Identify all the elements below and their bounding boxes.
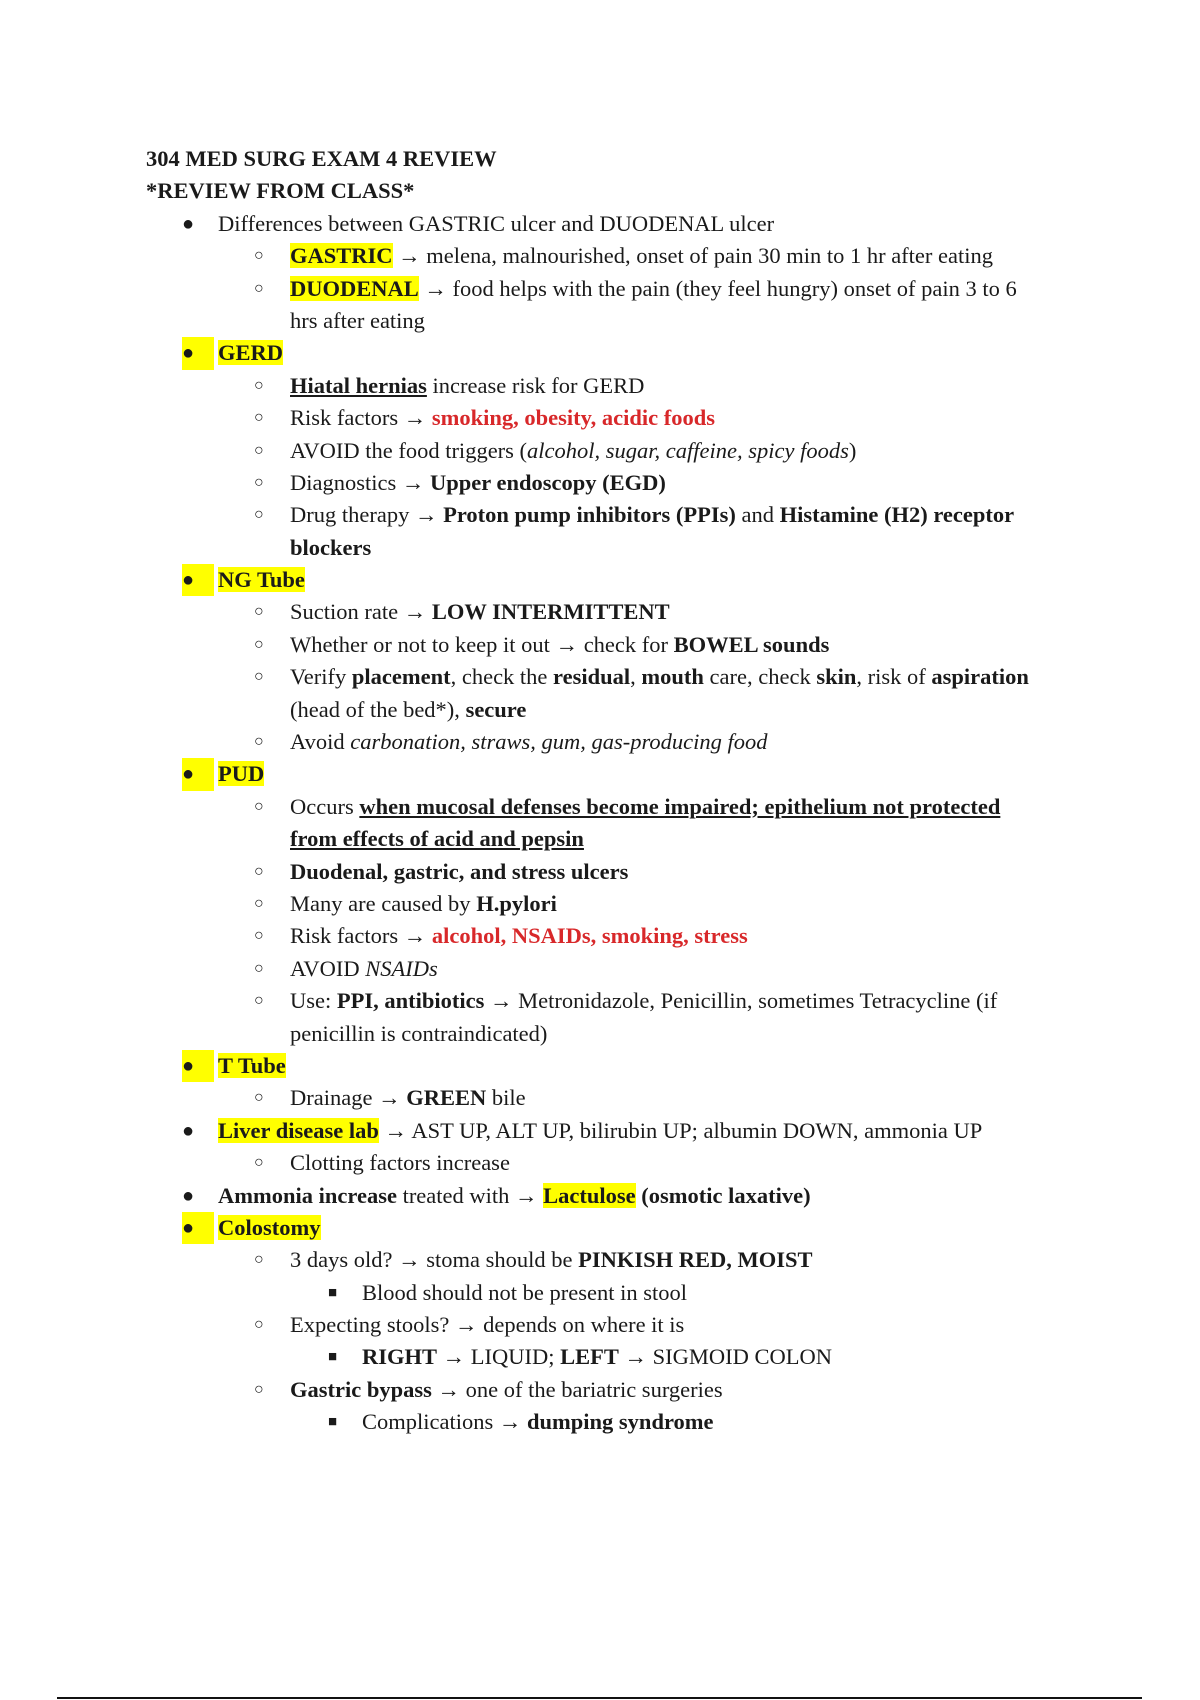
bullet-circle-icon: ○	[254, 862, 264, 880]
list-item: ● Colostomy	[146, 1212, 1106, 1244]
bullet-circle-icon: ○	[254, 1154, 264, 1172]
page-bottom-divider	[57, 1697, 1142, 1699]
list-item: ○ Clotting factors increase	[146, 1147, 1106, 1179]
bullet-circle-icon: ○	[254, 279, 264, 297]
bullet-circle-icon: ○	[254, 1251, 264, 1269]
bullet-disc-icon: ●	[182, 564, 214, 596]
bullet-circle-icon: ○	[254, 797, 264, 815]
list-item: ○ 3 days old? → stoma should be PINKISH RED, MOIST	[146, 1244, 1106, 1276]
list-item: ■ Blood should not be present in stool	[146, 1277, 1106, 1309]
list-item: ○ Duodenal, gastric, and stress ulcers	[146, 856, 1106, 888]
bullet-disc-icon: ●	[182, 1212, 214, 1244]
bullet-disc-icon: ●	[182, 1184, 195, 1207]
list-item-continuation: hrs after eating	[290, 307, 425, 333]
list-item: ○ Gastric bypass → one of the bariatric surgeries	[146, 1374, 1106, 1406]
list-item: ○ Risk factors → smoking, obesity, acidic foods	[146, 402, 1106, 434]
list-item: ● GERD	[146, 337, 1106, 369]
list-item: ● Differences between GASTRIC ulcer and DUODENAL ulcer	[146, 208, 1106, 240]
bullet-circle-icon: ○	[254, 635, 264, 653]
list-item: ○ Suction rate → LOW INTERMITTENT	[146, 596, 1106, 628]
bullet-disc-icon: ●	[182, 212, 195, 235]
bullet-circle-icon: ○	[254, 894, 264, 912]
bullet-circle-icon: ○	[254, 1316, 264, 1334]
list-item: ○ AVOID NSAIDs	[146, 953, 1106, 985]
list-item: ○ Avoid carbonation, straws, gum, gas-producing food	[146, 726, 1106, 758]
list-item: ○ Hiatal hernias increase risk for GERD	[146, 370, 1106, 402]
list-item: ○ Use: PPI, antibiotics → Metronidazole, Penicillin, sometimes Tetracycline (if	[146, 985, 1106, 1017]
bullet-square-icon: ■	[328, 1414, 338, 1431]
list-item: ○ DUODENAL → food helps with the pain (they feel hungry) onset of pain 3 to 6	[146, 273, 1106, 305]
list-item-continuation: penicillin is contraindicated)	[290, 1020, 548, 1046]
list-item: ○ Many are caused by H.pylori	[146, 888, 1106, 920]
bullet-circle-icon: ○	[254, 1089, 264, 1107]
list-item: ■ Complications → dumping syndrome	[146, 1406, 1106, 1438]
bullet-circle-icon: ○	[254, 1380, 264, 1398]
bullet-circle-icon: ○	[254, 927, 264, 945]
list-item: ● PUD	[146, 758, 1106, 790]
bullet-disc-icon: ●	[182, 1050, 214, 1082]
bullet-disc-icon: ●	[182, 337, 214, 369]
list-item: ○ Verify placement, check the residual, mouth care, check skin, risk of aspiration	[146, 661, 1106, 693]
list-item: ● Ammonia increase treated with → Lactulose (osmotic laxative)	[146, 1180, 1106, 1212]
list-item-continuation: (head of the bed*), secure	[290, 696, 527, 722]
list-item: ○ Drainage → GREEN bile	[146, 1082, 1106, 1114]
list-item: ● Liver disease lab → AST UP, ALT UP, bilirubin UP; albumin DOWN, ammonia UP	[146, 1115, 1106, 1147]
bullet-circle-icon: ○	[254, 506, 264, 524]
document-body	[146, 143, 1106, 1439]
bullet-circle-icon: ○	[254, 992, 264, 1010]
bullet-circle-icon: ○	[254, 668, 264, 686]
bullet-circle-icon: ○	[254, 473, 264, 491]
list-item-continuation: blockers	[290, 534, 372, 560]
list-item: ○ Drug therapy → Proton pump inhibitors (PPIs) and Histamine (H2) receptor	[146, 499, 1106, 531]
bullet-disc-icon: ●	[182, 758, 214, 790]
bullet-circle-icon: ○	[254, 733, 264, 751]
list-item: ● NG Tube	[146, 564, 1106, 596]
list-item: ○ Occurs when mucosal defenses become impaired; epithelium not protected	[146, 791, 1106, 823]
list-item: ○ Diagnostics → Upper endoscopy (EGD)	[146, 467, 1106, 499]
bullet-circle-icon: ○	[254, 376, 264, 394]
bullet-square-icon: ■	[328, 1284, 338, 1301]
document-title: 304 MED SURG EXAM 4 REVIEW	[146, 146, 497, 171]
list-item: ○ Whether or not to keep it out → check for BOWEL sounds	[146, 629, 1106, 661]
document-subtitle: *REVIEW FROM CLASS*	[146, 178, 415, 204]
bullet-disc-icon: ●	[182, 1119, 195, 1142]
list-item-continuation: from effects of acid and pepsin	[290, 826, 584, 852]
bullet-circle-icon: ○	[254, 441, 264, 459]
bullet-circle-icon: ○	[254, 603, 264, 621]
list-item: ○ Expecting stools? → depends on where it is	[146, 1309, 1106, 1341]
list-item: ● T Tube	[146, 1050, 1106, 1082]
list-item: ○ AVOID the food triggers (alcohol, sugar, caffeine, spicy foods)	[146, 435, 1106, 467]
bullet-circle-icon: ○	[254, 959, 264, 977]
list-item: ○ Risk factors → alcohol, NSAIDs, smoking, stress	[146, 920, 1106, 952]
bullet-circle-icon: ○	[254, 409, 264, 427]
bullet-circle-icon: ○	[254, 247, 264, 265]
list-item: ■ RIGHT → LIQUID; LEFT → SIGMOID COLON	[146, 1341, 1106, 1373]
bullet-square-icon: ■	[328, 1349, 338, 1366]
list-item: ○ GASTRIC → melena, malnourished, onset of pain 30 min to 1 hr after eating	[146, 240, 1106, 272]
